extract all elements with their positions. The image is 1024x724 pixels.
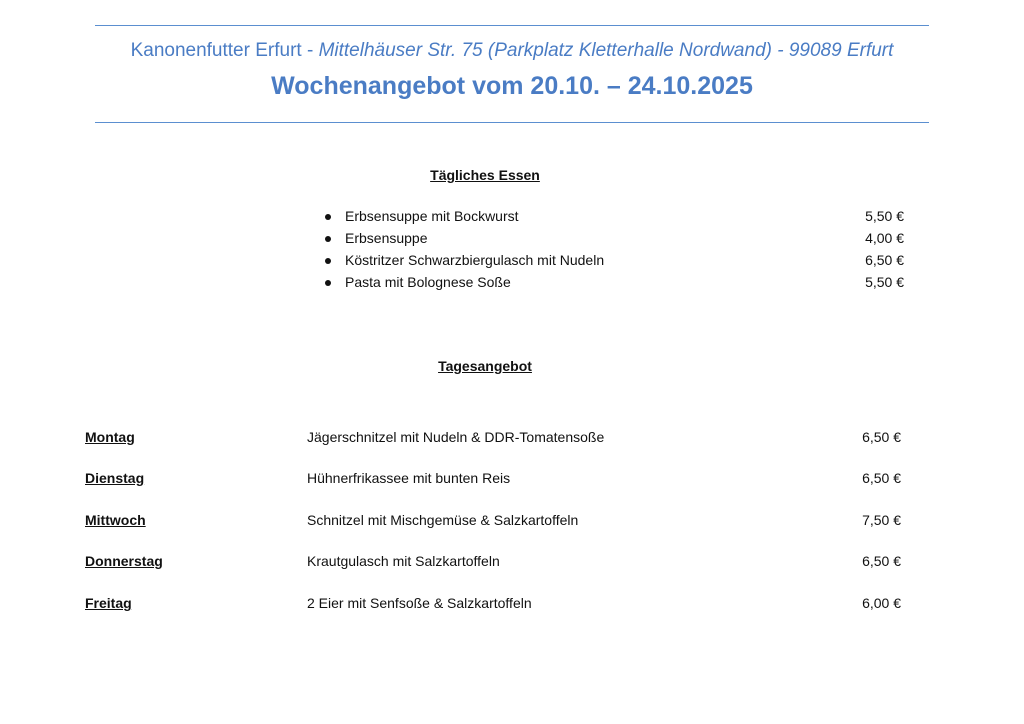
dish-name: Schnitzel mit Mischgemüse & Salzkartoffeln bbox=[307, 512, 579, 528]
dish-name: Köstritzer Schwarzbiergulasch mit Nudeln bbox=[345, 252, 605, 268]
bottom-divider bbox=[95, 122, 929, 123]
dish-price: 4,00 € bbox=[865, 230, 904, 246]
dish-price: 6,50 € bbox=[865, 252, 904, 268]
dish-name: Hühnerfrikassee mit bunten Reis bbox=[307, 470, 511, 486]
table-row bbox=[0, 470, 1024, 492]
top-divider bbox=[95, 25, 929, 26]
dish-price: 6,50 € bbox=[862, 470, 901, 486]
dish-name: Erbsensuppe bbox=[345, 230, 428, 246]
list-item bbox=[0, 252, 1024, 274]
dish-name: 2 Eier mit Senfsoße & Salzkartoffeln bbox=[307, 595, 532, 611]
dish-name: Erbsensuppe mit Bockwurst bbox=[345, 208, 519, 224]
dish-price: 7,50 € bbox=[862, 512, 901, 528]
bullet-icon bbox=[325, 236, 331, 242]
weekly-heading: Tagesangebot bbox=[438, 358, 532, 374]
dish-name: Jägerschnitzel mit Nudeln & DDR-Tomatensoße bbox=[307, 429, 605, 445]
day-label: Mittwoch bbox=[85, 512, 146, 528]
restaurant-address: Mittelhäuser Str. 75 (Parkplatz Kletterhalle Nordwand) - 99089 Erfurt bbox=[318, 40, 894, 61]
day-label: Montag bbox=[85, 429, 135, 445]
day-label: Freitag bbox=[85, 595, 132, 611]
day-label: Dienstag bbox=[85, 470, 145, 486]
list-item bbox=[0, 208, 1024, 230]
restaurant-name: Kanonenfutter Erfurt - bbox=[130, 40, 319, 61]
bullet-icon bbox=[325, 258, 331, 264]
daily-heading: Tägliches Essen bbox=[430, 167, 540, 183]
table-row bbox=[0, 512, 1024, 534]
list-item bbox=[0, 230, 1024, 252]
day-label: Donnerstag bbox=[85, 553, 163, 569]
restaurant-address-line bbox=[0, 40, 1024, 62]
dish-price: 5,50 € bbox=[865, 208, 904, 224]
table-row bbox=[0, 429, 1024, 451]
table-row bbox=[0, 595, 1024, 617]
bullet-icon bbox=[325, 280, 331, 286]
page-title: Wochenangebot vom 20.10. – 24.10.2025 bbox=[271, 72, 753, 100]
list-item bbox=[0, 274, 1024, 296]
dish-price: 5,50 € bbox=[865, 274, 904, 290]
dish-price: 6,50 € bbox=[862, 553, 901, 569]
dish-name: Pasta mit Bolognese Soße bbox=[345, 274, 511, 290]
dish-name: Krautgulasch mit Salzkartoffeln bbox=[307, 553, 500, 569]
dish-price: 6,50 € bbox=[862, 429, 901, 445]
bullet-icon bbox=[325, 214, 331, 220]
dish-price: 6,00 € bbox=[862, 595, 901, 611]
table-row bbox=[0, 553, 1024, 575]
